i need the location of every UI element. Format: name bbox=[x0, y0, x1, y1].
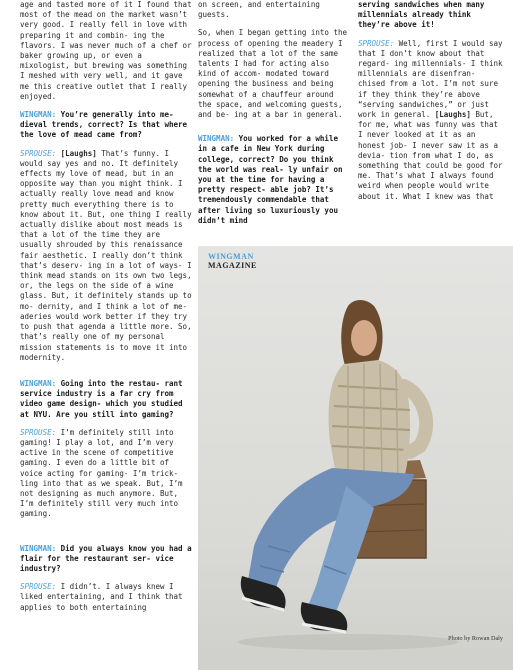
interview-question bbox=[20, 110, 192, 141]
answer-text: I’m definitely still into gaming! I play a lot, and I’m very active in the scene of competitive gaming. I even do a little bit of voice acting for gaming- I’m trick- ling into that as we speak. But, I’m not designing as much anymore. But, I’m definitely still very much into gaming. bbox=[20, 427, 183, 519]
model-shirt bbox=[329, 360, 411, 478]
speaker-label: SPROUSE: bbox=[20, 148, 57, 158]
question-text: Going into the restau- rant service industry is a far cry from video game design- which you studied at NYU. Are you still into gaming? bbox=[20, 378, 183, 419]
speaker-label: SPROUSE: bbox=[20, 582, 57, 592]
question-text: Did you always know you had a flair for the restaurant ser- vice industry? bbox=[20, 543, 192, 573]
interview-answer bbox=[20, 582, 192, 613]
speaker-label: WINGMAN: bbox=[198, 134, 235, 144]
answer-text: That’s funny. I would say yes and no. It definitely effects my love of mead, but in an opposite way than you might think. I actually really love mead and know pretty much everything there is to know about it. But, one thing I really actually dislike about most meads is that a lot of the time they are usually shrouded by this renaissance fair aesthetic. I really don’t think that’s deserv- ing in a lot of ways- I think mead stands on its own two legs, or, the legs on the side of a wine glass. But, it definitely stands up to mo- dernity, and I think a lot of me- aderies would work better if they try to push that agenda a little more. So, that’s really one of my personal mission statements is to move it into modernity. bbox=[20, 148, 192, 362]
answer-text: I didn’t. I always knew I liked entertaining, and I think that applies to both entertaining bbox=[20, 582, 183, 612]
question-text: You’re generally into me- dieval trends, correct? Is that where the love of mead came from? bbox=[20, 110, 188, 140]
speaker-label: WINGMAN: bbox=[20, 378, 57, 388]
article-column-3 bbox=[358, 0, 504, 210]
interview-question-continued: serving sandwiches when many millennials already think they’re above it! bbox=[358, 0, 485, 30]
speaker-label: WINGMAN: bbox=[20, 543, 57, 553]
speaker-label: SPROUSE: bbox=[358, 38, 395, 48]
interview-answer bbox=[20, 428, 192, 520]
paragraph: So, when I began getting into the process of opening the meadery I realized that a lot of the same talents I had for acting also kind of accom- modated toward opening the business and being somewhat of a chauffeur around the space, and welcoming guests, and be- ing at a bar in general. bbox=[198, 28, 348, 120]
interview-question bbox=[20, 379, 192, 420]
interview-answer bbox=[358, 39, 504, 202]
answer-text: But, for me, what was funny was that I never looked at it as an honest job- I never saw it as a devia- tion from what I do, as something that could be good for me. That’s what I always found weird when people would write about it. What I knew was that bbox=[358, 110, 503, 201]
brand-line-1: WINGMAN bbox=[208, 252, 254, 261]
photo-credit: Photo by Rowan Daly bbox=[448, 635, 503, 642]
paragraph: on screen, and entertaining guests. bbox=[198, 0, 320, 20]
interview-answer bbox=[20, 149, 192, 363]
paragraph: age and tasted more of it I found that most of the mead on the market wasn’t very good. I really fell in love with preparing it and combin- ing the flavors. I was never much of a chef or baker growing up, or even a mixologist, but brewing was something I meshed with very well, and it gave me this creative outlet that I really enjoyed. bbox=[20, 0, 192, 101]
answer-text: Well, first I would say that I don’t know about that regard- ing millennials- I think millennials are disenfran- chised from a lot. I’m not sure if they think they’re above “serving sandwiches,” or just work in general. bbox=[358, 38, 503, 120]
question-text: You worked for a while in a cafe in New York during college, correct? Do you think the world was real- ly unfair on you at the time for having a pretty respect- able job? It’s tremendously commendable that after living so luxuriously you didn’t mind bbox=[198, 134, 343, 225]
portrait-photo bbox=[198, 246, 513, 670]
article-column-1 bbox=[20, 0, 192, 621]
model-illustration bbox=[198, 246, 513, 670]
floor-shadow bbox=[238, 634, 458, 650]
laugh-note: [Laughs] bbox=[56, 148, 97, 158]
brand-line-2: MAGAZINE bbox=[208, 261, 257, 270]
article-column-2 bbox=[198, 0, 348, 234]
interview-question bbox=[20, 544, 192, 575]
interview-question bbox=[198, 134, 348, 226]
model-face bbox=[351, 320, 377, 356]
speaker-label: WINGMAN: bbox=[20, 110, 57, 120]
laugh-note: [Laughs] bbox=[430, 110, 471, 120]
speaker-label: SPROUSE: bbox=[20, 427, 57, 437]
